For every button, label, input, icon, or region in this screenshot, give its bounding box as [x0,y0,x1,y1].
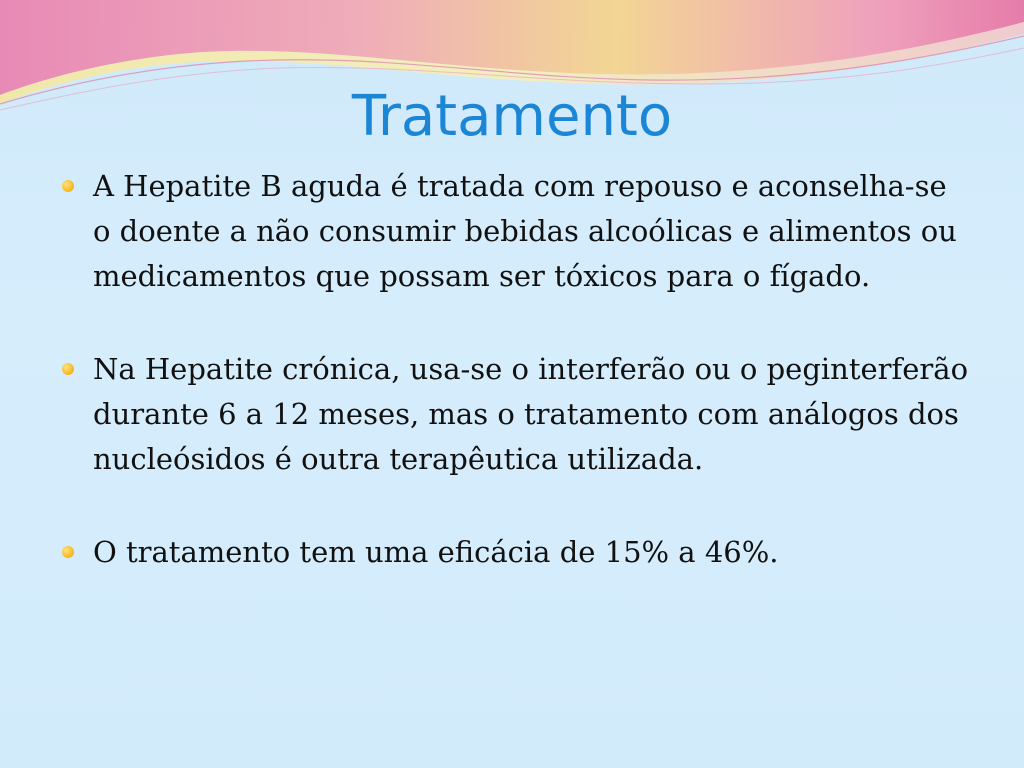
bullet-item [62,347,972,482]
bullet-text: Na Hepatite crónica, usa-se o interferão ou o peginterferão durante 6 a 12 meses, mas o tratamento com análogos dos nucleósidos é outra terapêutica utilizada. [93,352,969,476]
bullet-list [62,164,972,623]
bullet-icon [62,180,74,192]
bullet-item [62,164,972,299]
bullet-text: O tratamento tem uma eficácia de 15% a 46%. [93,535,779,569]
bullet-icon [62,546,74,558]
bullet-icon [62,363,74,375]
slide-title: Tratamento [351,84,673,149]
bullet-text: A Hepatite B aguda é tratada com repouso e aconselha-se o doente a não consumir bebidas alcoólicas e alimentos ou medicamentos que possam ser tóxicos para o fígado. [93,169,957,293]
bullet-item [62,530,972,575]
